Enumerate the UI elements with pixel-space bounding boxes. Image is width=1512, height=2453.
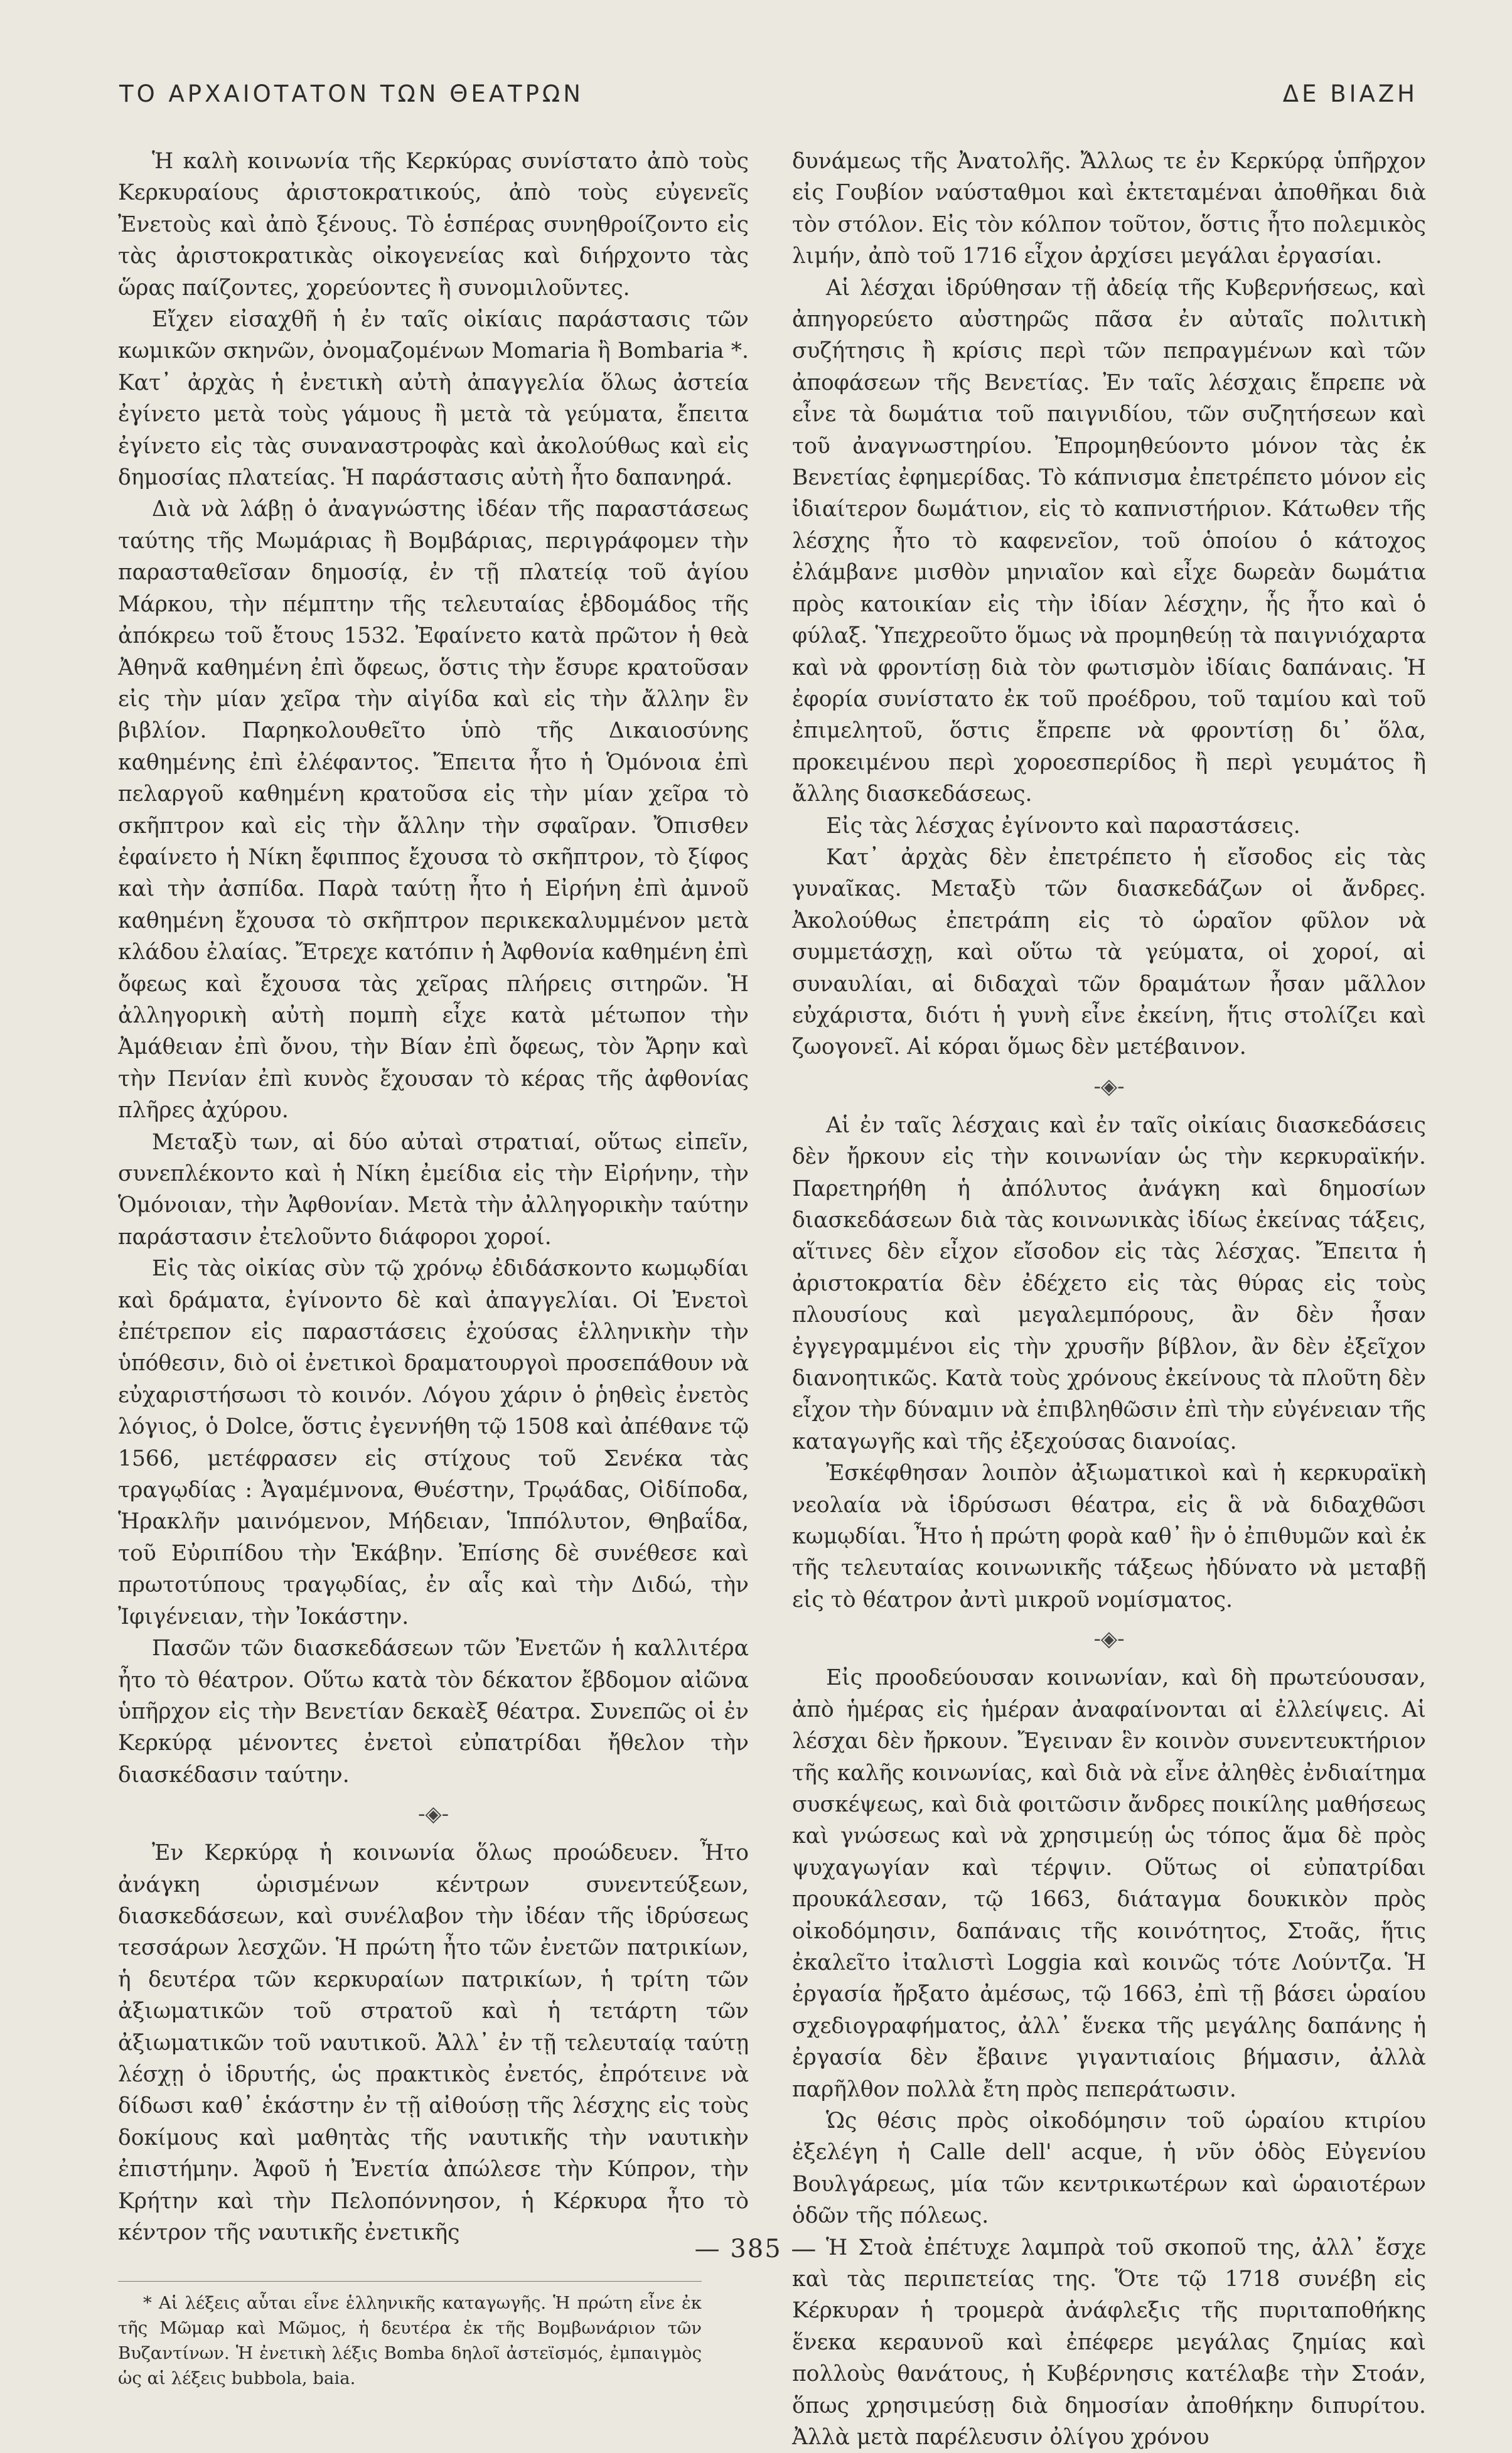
- left-column: [118, 146, 749, 2391]
- footnote-block: [118, 2281, 702, 2391]
- paragraph: Πασῶν τῶν διασκεδάσεων τῶν Ἐνετῶν ἡ καλλιτέρα ἦτο τὸ θέατρον. Οὕτω κατὰ τὸν δέκατον ἔβδομον αἰῶνα ὑπῆρχον εἰς τὴν Βενετίαν δεκαὲξ θέατρα. Συνεπῶς οἱ ἐν Κερκύρᾳ μένοντες ἐνετοὶ εὐπατρίδαι ἤθελον τὴν διασκέδασιν ταύτην.: [118, 1636, 749, 1788]
- paragraph: Ἡ καλὴ κοινωνία τῆς Κερκύρας συνίστατο ἀπὸ τοὺς Κερκυραίους ἀριστοκρατικούς, ἀπὸ τοὺς εὐγενεῖς Ἐνετοὺς καὶ ἀπὸ ξένους. Τὸ ἑσπέρας συνηθροίζοντο εἰς τὰς ἀριστοκρατικὰς οἰκογενείας καὶ διήρχοντο τὰς ὥρας παίζοντες, χορεύοντες ἢ συνομιλοῦντες.: [118, 149, 749, 301]
- paragraph: Ὡς θέσις πρὸς οἰκοδόμησιν τοῦ ὡραίου κτιρίου ἐξελέγη ἡ Calle dell' acque, ἡ νῦν ὁδὸς Εὐγενίου Βουλγάρεως, μία τῶν κεντρικωτέρων καὶ ὡραιοτέρων ὁδῶν τῆς πόλεως.: [792, 2108, 1426, 2229]
- paragraph: Εἴχεν εἰσαχθῆ ἡ ἐν ταῖς οἰκίαις παράστασις τῶν κωμικῶν σκηνῶν, ὀνομαζομένων Momaria ἢ Bombaria *. Κατ᾽ ἀρχὰς ἡ ἐνετικὴ αὐτὴ ἀπαγγελία ὅλως ἀστεία ἐγίνετο μετὰ τοὺς γάμους ἢ μετὰ τὰ γεύματα, ἔπειτα ἐγίνετο εἰς τὰς συναναστροφὰς καὶ ἀκολούθως καὶ εἰς δημοσίας πλατείας. Ἡ παράστασις αὐτὴ ἦτο δαπανηρά.: [118, 307, 749, 491]
- footnote: * Αἱ λέξεις αὗται εἶνε ἑλληνικῆς καταγωγῆς. Ἡ πρώτη εἶνε ἐκ τῆς Μῶμαρ καὶ Μῶμος, ἡ δευτέρα ἐκ τῆς Βομβωνάριον τῶν Βυζαντίνων. Ἡ ἐνετικὴ λέξις Bomba δηλοῖ ἀστεϊσμός, ἐμπαιγμὸς ὡς αἱ λέξεις bubbola, baia.: [118, 2293, 702, 2389]
- paragraph: Μεταξὺ των, αἱ δύο αὐταὶ στρατιαί, οὕτως εἰπεῖν, συνεπλέκοντο καὶ ἡ Νίκη ἐμείδια εἰς τὴν Εἰρήνην, τὴν Ὁμόνοιαν, τὴν Ἀφθονίαν. Μετὰ τὴν ἀλληγορικὴν ταύτην παράστασιν ἐτελοῦντο διάφοροι χοροί.: [118, 1129, 749, 1250]
- paragraph: Εἰς προοδεύουσαν κοινωνίαν, καὶ δὴ πρωτεύουσαν, ἀπὸ ἡμέρας εἰς ἡμέραν ἀναφαίνονται αἱ ἐλλείψεις. Αἱ λέσχαι δὲν ἤρκουν. Ἔγειναν ἓν κοινὸν συνεντευκτήριον τῆς καλῆς κοινωνίας, καὶ διὰ νὰ εἶνε ἀληθὲς ἐνδιαίτημα συσκέψεως, καὶ διὰ φοιτῶσιν ἄνδρες ποικίλης μαθήσεως καὶ γνώσεως καὶ νὰ χρησιμεύῃ ὡς τόπος ἅμα δὲ πρὸς ψυχαγωγίαν καὶ τέρψιν. Οὕτως οἱ εὐπατρίδαι προυκάλεσαν, τῷ 1663, διάταγμα δουκικὸν πρὸς οἰκοδόμησιν, δαπάναις τῆς κοινότητος, Στοᾶς, ἥτις ἐκαλεῖτο ἰταλιστὶ Loggia καὶ κοινῶς τότε Λούντζα. Ἡ ἐργασία ἤρξατο ἀμέσως, τῷ 1663, ἐπὶ τῇ βάσει ὡραίου σχεδιογραφήματος, ἀλλ᾽ ἕνεκα τῆς μεγάλης δαπάνης ἡ ἐργασία δὲν ἔβαινε γιγαντιαίοις βήμασιν, ἀλλὰ παρῆλθον πολλὰ ἔτη πρὸς πεπεράτωσιν.: [792, 1665, 1426, 2102]
- paragraph: Ἐσκέφθησαν λοιπὸν ἀξιωματικοὶ καὶ ἡ κερκυραϊκὴ νεολαία νὰ ἱδρύσωσι θέατρα, εἰς ἃ νὰ διδαχθῶσι κωμῳδίαι. Ἦτο ἡ πρώτη φορὰ καθ᾽ ἣν ὁ ἐπιθυμῶν καὶ ἐκ τῆς τελευταίας κοινωνικῆς τάξεως ἠδύνατο νὰ μεταβῇ εἰς τὸ θέατρον ἀντὶ μικροῦ νομίσματος.: [792, 1461, 1426, 1613]
- paragraph: Κατ᾽ ἀρχὰς δὲν ἐπετρέπετο ἡ εἴσοδος εἰς τὰς γυναῖκας. Μεταξὺ τῶν διασκεδάζων οἱ ἄνδρες. Ἀκολούθως ἐπετράπη εἰς τὸ ὡραῖον φῦλον νὰ συμμετάσχῃ, καὶ οὕτω τὰ γεύματα, οἱ χοροί, αἱ συναυλίαι, αἱ διδαχαὶ τῶν δραμάτων ἦσαν μᾶλλον εὐχάριστα, διότι ἡ γυνὴ εἶνε ἐκείνη, ἥτις στολίζει καὶ ζωογονεῖ. Αἱ κόραι ὅμως δὲν μετέβαινον.: [792, 844, 1426, 1060]
- paragraph: Αἱ λέσχαι ἱδρύθησαν τῇ ἀδείᾳ τῆς Κυβερνήσεως, καὶ ἀπηγορεύετο αὐστηρῶς πᾶσα ἐν αὐταῖς πολιτικὴ συζήτησις ἢ κρίσις περὶ τῶν πεπραγμένων καὶ τῶν ἀποφάσεων τῆς Βενετίας. Ἐν ταῖς λέσχαις ἔπρεπε νὰ εἶνε τὰ δωμάτια τοῦ παιγνιδίου, τῶν συζητήσεων καὶ τοῦ ἀναγνωστηρίου. Ἐπρομηθεύοντο μόνον τὰς ἐκ Βενετίας ἐφημερίδας. Τὸ κάπνισμα ἐπετρέπετο μόνον εἰς ἰδιαίτερον δωμάτιον, εἰς τὸ καπνιστήριον. Κάτωθεν τῆς λέσχης ἦτο τὸ καφενεῖον, τοῦ ὁποίου ὁ κάτοχος ἐλάμβανε μισθὸν μηνιαῖον καὶ εἶχε δωρεὰν δωμάτια πρὸς κατοικίαν εἰς τὴν ἰδίαν λέσχην, ἧς ἦτο καὶ ὁ φύλαξ. Ὑπεχρεοῦτο ὅμως νὰ προμηθεύῃ τὰ παιγνιόχαρτα καὶ νὰ φροντίσῃ διὰ τὸν φωτισμὸν ἰδίαις δαπάναις. Ἡ ἐφορία συνίστατο ἐκ τοῦ προέδρου, τοῦ ταμίου καὶ τοῦ ἐπιμελητοῦ, ὅστις ἔπρεπε νὰ φροντίσῃ δι᾽ ὅλα, προκειμένου περὶ χοροεσπερίδος ἢ περὶ γευμάτος ἢ ἄλλης διασκεδάσεως.: [792, 275, 1426, 807]
- running-header-author: ΔΕ ΒΙΑΖΗ: [1282, 80, 1418, 107]
- page-number: — 385 —: [694, 2235, 818, 2263]
- paragraph: Ἡ Στοὰ ἐπέτυχε λαμπρὰ τοῦ σκοποῦ της, ἀλλ᾽ ἔσχε καὶ τὰς περιπετείας της. Ὅτε τῷ 1718 συνέβη εἰς Κέρκυραν ἡ τρομερὰ ἀνάφλεξις τῆς πυριταποθήκης ἕνεκα κεραυνοῦ καὶ ἐπέφερε μεγάλας ζημίας καὶ πολλοὺς θανάτους, ἡ Κυβέρνησις κατέλαβε τὴν Στοάν, ὅπως χρησιμεύσῃ διὰ δημοσίαν ἀποθήκην διπυρίτου. Ἀλλὰ μετὰ παρέλευσιν ὀλίγου χρόνου: [792, 2235, 1426, 2450]
- paragraph: Εἰς τὰς λέσχας ἐγίνοντο καὶ παραστάσεις.: [826, 813, 1300, 839]
- paragraph: Διὰ νὰ λάβῃ ὁ ἀναγνώστης ἰδέαν τῆς παραστάσεως ταύτης τῆς Μωμάριας ἢ Βομβάριας, περιγράφομεν τὴν παρασταθεῖσαν δημοσίᾳ, ἐν τῇ πλατείᾳ τοῦ ἁγίου Μάρκου, τὴν πέμπτην τῆς τελευταίας ἑβδομάδος τῆς ἀπόκρεω τοῦ ἔτους 1532. Ἐφαίνετο κατὰ πρῶτον ἡ θεὰ Ἀθηνᾶ καθημένη ἐπὶ ὄφεως, ὅστις τὴν ἔσυρε κρατοῦσαν εἰς τὴν μίαν χεῖρα τὴν αἰγίδα καὶ εἰς τὴν ἄλλην ἓν βιβλίον. Παρηκολουθεῖτο ὑπὸ τῆς Δικαιοσύνης καθημένης ἐπὶ ἐλέφαντος. Ἔπειτα ἦτο ἡ Ὁμόνοια ἐπὶ πελαργοῦ καθημένη κρατοῦσα εἰς τὴν μίαν χεῖρα τὸ σκῆπτρον καὶ εἰς τὴν ἄλλην τὴν σφαῖραν. Ὄπισθεν ἐφαίνετο ἡ Νίκη ἔφιππος ἔχουσα τὸ σκῆπτρον, τὸ ξίφος καὶ τὴν ἀσπίδα. Παρὰ ταύτῃ ἦτο ἡ Εἰρήνη ἐπὶ ἀμνοῦ καθημένη ἔχουσα τὸ σκῆπτρον περικεκαλυμμένον μετὰ κλάδου ἐλαίας. Ἔτρεχε κατόπιν ἡ Ἀφθονία καθημένη ἐπὶ ὄφεως καὶ ἔχουσα τὰς χεῖρας πλήρεις σιτηρῶν. Ἡ ἀλληγορικὴ αὐτὴ πομπὴ εἶχε κατὰ μέτωπον τὴν Ἀμάθειαν ἐπὶ ὄνου, τὴν Βίαν ἐπὶ ὄφεως, τὸν Ἄρην καὶ τὴν Πενίαν ἐπὶ κυνὸς ἔχουσαν τὸ κέρας τῆς ἀφθονίας πλῆρες ἀχύρου.: [118, 497, 749, 1124]
- paragraph: Αἱ ἐν ταῖς λέσχαις καὶ ἐν ταῖς οἰκίαις διασκεδάσεις δὲν ἤρκουν εἰς τὴν κοινωνίαν ὡς τὴν κερκυραϊκήν. Παρετηρήθη ἡ ἀπόλυτος ἀνάγκη καὶ δημοσίων διασκεδάσεων διὰ τὰς κοινωνικὰς ἰδίως ἐκείνας τάξεις, αἵτινες δὲν εἶχον εἴσοδον εἰς τὰς λέσχας. Ἔπειτα ἡ ἀριστοκρατία δὲν ἐδέχετο εἰς τὰς θύρας εἰς τοὺς πλουσίους καὶ μεγαλεμπόρους, ἂν δὲν ἦσαν ἐγγεγραμμένοι εἰς τὴν χρυσῆν βίβλον, ἂν δὲν ἐξεῖχον διανοητικῶς. Κατὰ τοὺς χρόνους ἐκείνους τὰ πλοῦτη δὲν εἶχον τὴν δύναμιν νὰ ἐπιβληθῶσιν ἐπὶ τὴν εὐγένειαν τῆς καταγωγῆς καὶ τῆς ἐξεχούσας διανοίας.: [792, 1112, 1426, 1454]
- running-header-title: ΤΟ ΑΡΧΑΙΟΤΑΤΟΝ ΤΩΝ ΘΕΑΤΡΩΝ: [119, 80, 584, 107]
- paragraph: δυνάμεως τῆς Ἀνατολῆς. Ἄλλως τε ἐν Κερκύρᾳ ὑπῆρχον εἰς Γουβίον ναύσταθμοι καὶ ἐκτεταμέναι ἀποθῆκαι διὰ τὸν στόλον. Εἰς τὸν κόλπον τοῦτον, ὅστις ἦτο πολεμικὸς λιμήν, ἀπὸ τοῦ 1716 εἶχον ἀρχίσει μεγάλαι ἐργασίαι.: [792, 149, 1426, 269]
- ornament-separator: -◈-: [1093, 1626, 1125, 1652]
- ornament-separator: -◈-: [417, 1801, 449, 1827]
- paragraph: Ἐν Κερκύρᾳ ἡ κοινωνία ὅλως προώδευεν. Ἦτο ἀνάγκη ὡρισμένων κέντρων συνεντεύξεων, διασκεδάσεων, καὶ συνέλαβον τὴν ἰδέαν τῆς ἱδρύσεως τεσσάρων λεσχῶν. Ἡ πρώτη ἦτο τῶν ἐνετῶν πατρικίων, ἡ δευτέρα τῶν κερκυραίων πατρικίων, ἡ τρίτη τῶν ἀξιωματικῶν τοῦ στρατοῦ καὶ ἡ τετάρτη τῶν ἀξιωματικῶν τοῦ ναυτικοῦ. Ἀλλ᾽ ἐν τῇ τελευταίᾳ ταύτῃ λέσχῃ ὁ ἱδρυτής, ὡς πρακτικὸς ἐνετός, ἐπρότεινε νὰ δίδωσι καθ᾽ ἑκάστην ἐν τῇ αἰθούσῃ τῆς λέσχης εἰς τοὺς δοκίμους καὶ μαθητὰς τῆς ναυτικῆς τὴν ναυτικὴν ἐπιστήμην. Ἀφοῦ ἡ Ἐνετία ἀπώλεσε τὴν Κύπρον, τὴν Κρήτην καὶ τὴν Πελοπόννησον, ἡ Κέρκυρα ἦτο τὸ κέντρον τῆς ναυτικῆς ἐνετικῆς: [118, 1840, 749, 2245]
- right-column: [792, 146, 1426, 2453]
- ornament-separator: -◈-: [1093, 1073, 1125, 1099]
- paragraph: Εἰς τὰς οἰκίας σὺν τῷ χρόνῳ ἐδιδάσκοντο κωμῳδίαι καὶ δράματα, ἐγίνοντο δὲ καὶ ἀπαγγελίαι. Οἱ Ἐνετοὶ ἐπέτρεπον εἰς παραστάσεις ἐχούσας ἑλληνικὴν τὴν ὑπόθεσιν, διὸ οἱ ἐνετικοὶ δραματουργοὶ προσεπάθουν νὰ εὐχαριστήσωσι τὸ κοινόν. Λόγου χάριν ὁ ῥηθεὶς ἐνετὸς λόγιος, ὁ Dolce, ὅστις ἐγεννήθη τῷ 1508 καὶ ἀπέθανε τῷ 1566, μετέφρασεν εἰς στίχους τοῦ Σενέκα τὰς τραγῳδίας : Ἀγαμέμνονα, Θυέστην, Τρῳάδας, Οἰδίποδα, Ἡρακλῆν μαινόμενον, Μήδειαν, Ἱππόλυτον, Θηβαΐδα, τοῦ Εὐριπίδου τὴν Ἑκάβην. Ἐπίσης δὲ συνέθεσε καὶ πρωτοτύπους τραγῳδίας, ἐν αἷς καὶ τὴν Διδώ, τὴν Ἰφιγένειαν, τὴν Ἰοκάστην.: [118, 1256, 749, 1629]
